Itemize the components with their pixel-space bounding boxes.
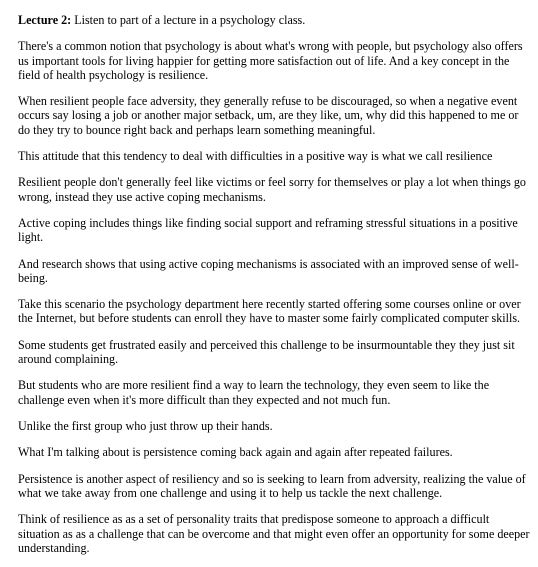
paragraph: Think of resilience as as a set of personality traits that predispose someone to approach a difficult situation as as a challenge that can be overcome and that might even offer an opportunity for some deeper understanding.	[18, 512, 530, 555]
paragraph: When resilient people face adversity, they generally refuse to be discouraged, so when a negative event occurs say losing a job or another major setback, um, are they like, um, why did this happened to me or do they try to bounce right back and perhaps learn something meaningful.	[18, 94, 519, 137]
paragraph: And research shows that using active coping mechanisms is associated with an improved sense of well-being.	[18, 256, 519, 285]
paragraph: But students who are more resilient find a way to learn the technology, they even seem to like the challenge even when it's more difficult than they expected and not much fun.	[18, 378, 490, 407]
paragraph: Active coping includes things like finding social support and reframing stressful situations in a positive light.	[18, 215, 518, 245]
paragraph: This attitude that this tendency to deal with difficulties in a positive way is what we call resilience	[18, 148, 493, 163]
lecture-header	[18, 13, 530, 27]
lecture-transcript	[18, 13, 530, 567]
lecture-label: Lecture 2:	[18, 13, 72, 27]
paragraph: Take this scenario the psychology department here recently started offering some courses online or over the Internet, but before students can enroll they have to master some fairly complicated computer skills.	[18, 297, 521, 326]
paragraph: Resilient people don't generally feel like victims or feel sorry for themselves or play a lot when things go wrong, instead they use active coping mechanisms.	[18, 175, 526, 204]
lecture-instruction: Listen to part of a lecture in a psychology class.	[71, 13, 306, 27]
paragraph: Unlike the first group who just throw up their hands.	[18, 418, 273, 433]
paragraph: There's a common notion that psychology is about what's wrong with people, but psychology also offers us important tools for living happier for getting more satisfaction out of life. And a key concept in the field of health psychology is resilience.	[18, 39, 523, 82]
paragraph: Some students get frustrated easily and perceived this challenge to be insurmountable they they just sit around complaining.	[18, 337, 515, 366]
paragraph: What I'm talking about is persistence coming back again and again after repeated failures.	[18, 445, 453, 460]
paragraph: Persistence is another aspect of resiliency and so is seeking to learn from adversity, realizing the value of what we take away from one challenge and using it to help us tackle the next challenge.	[18, 471, 526, 500]
